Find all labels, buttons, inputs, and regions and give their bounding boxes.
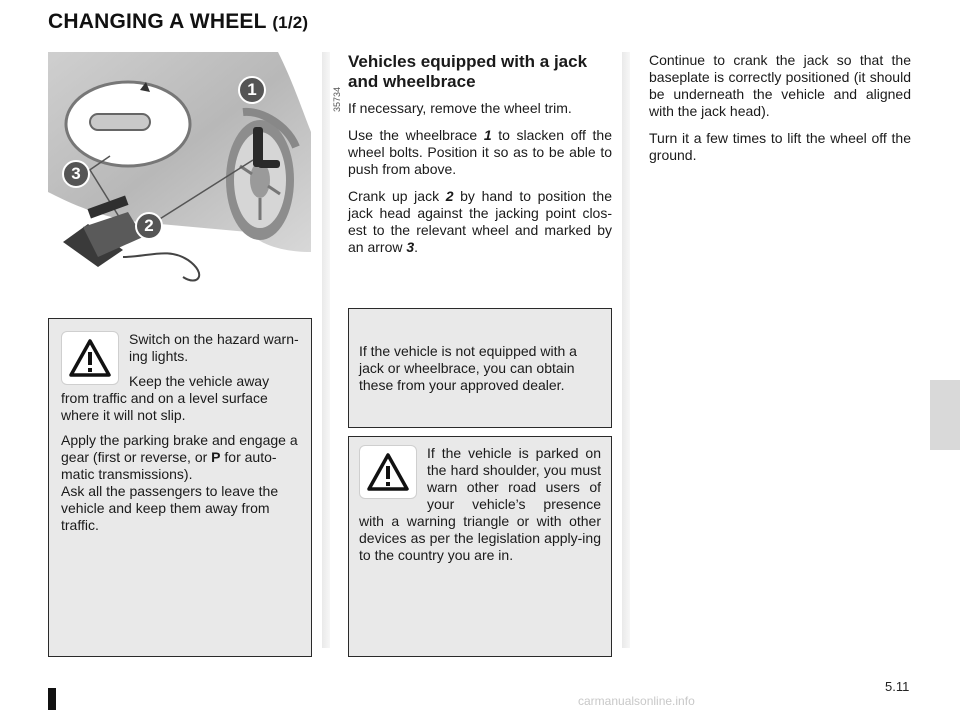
warning-triangle-icon xyxy=(359,445,417,499)
paragraph-lift-wheel: Turn it a few times to lift the wheel off the ground. xyxy=(649,130,911,163)
warning-text-passengers: Ask all the passengers to leave the vehicle and keep them away from traffic. xyxy=(61,483,279,533)
page-number: 5.11 xyxy=(885,679,910,694)
warning-triangle-icon xyxy=(61,331,119,385)
illustration-code: 35734 xyxy=(332,86,342,112)
section-tab xyxy=(930,380,960,450)
page-title xyxy=(48,10,308,34)
section-heading: Vehicles equipped with a jack and wheelbrace xyxy=(348,52,588,91)
callout-3: 3 xyxy=(62,160,90,188)
callout-2: 2 xyxy=(135,212,163,240)
middle-column xyxy=(348,52,612,266)
corner-mark xyxy=(48,688,56,710)
page-title-part: (1/2) xyxy=(272,13,309,32)
paragraph-wheelbrace: Use the wheelbrace 1 to slacken off the wheel bolts. Position it so as to be able to push from above. xyxy=(348,127,612,177)
watermark: carmanualsonline.info xyxy=(578,694,695,708)
page-title-main: CHANGING A WHEEL xyxy=(48,10,267,33)
paragraph-baseplate: Continue to crank the jack so that the baseplate is correctly positioned (it should be underneath the vehicle and aligned with the jack head). xyxy=(649,52,911,119)
warning-text-shoulder: If the vehicle is parked on the hard shoulder, you must warn other road users of your vehicle’s presence with a warning triangle or with other devices as per the legislation apply-ing to the country you are in. xyxy=(359,445,601,563)
right-column xyxy=(649,52,911,174)
warning-box-hazard xyxy=(48,318,312,657)
paragraph-wheel-trim: If necessary, remove the wheel trim. xyxy=(348,100,572,116)
warning-box-shoulder xyxy=(348,436,612,657)
warning-text-traffic: Keep the vehicle away from traffic and on a level surface where it will not slip. xyxy=(61,373,270,423)
paragraph-crank-jack: Crank up jack 2 by hand to position the jack head against the jacking point clos-est to the relevant wheel and marked by an arrow 3. xyxy=(348,188,612,255)
car-jack-illustration xyxy=(48,52,342,297)
callout-1: 1 xyxy=(238,76,266,104)
column-divider xyxy=(622,52,630,648)
warning-text-brake: Apply the parking brake and engage a gear (first or reverse, or P for auto-matic transmissions). xyxy=(61,432,298,482)
info-box-dealer xyxy=(348,308,612,428)
info-text: If the vehicle is not equipped with a jack or wheelbrace, you can obtain these from your approved dealer. xyxy=(359,343,577,393)
column-divider xyxy=(322,52,330,648)
warning-text-hazard: Switch on the hazard warn-ing lights. xyxy=(129,331,299,364)
